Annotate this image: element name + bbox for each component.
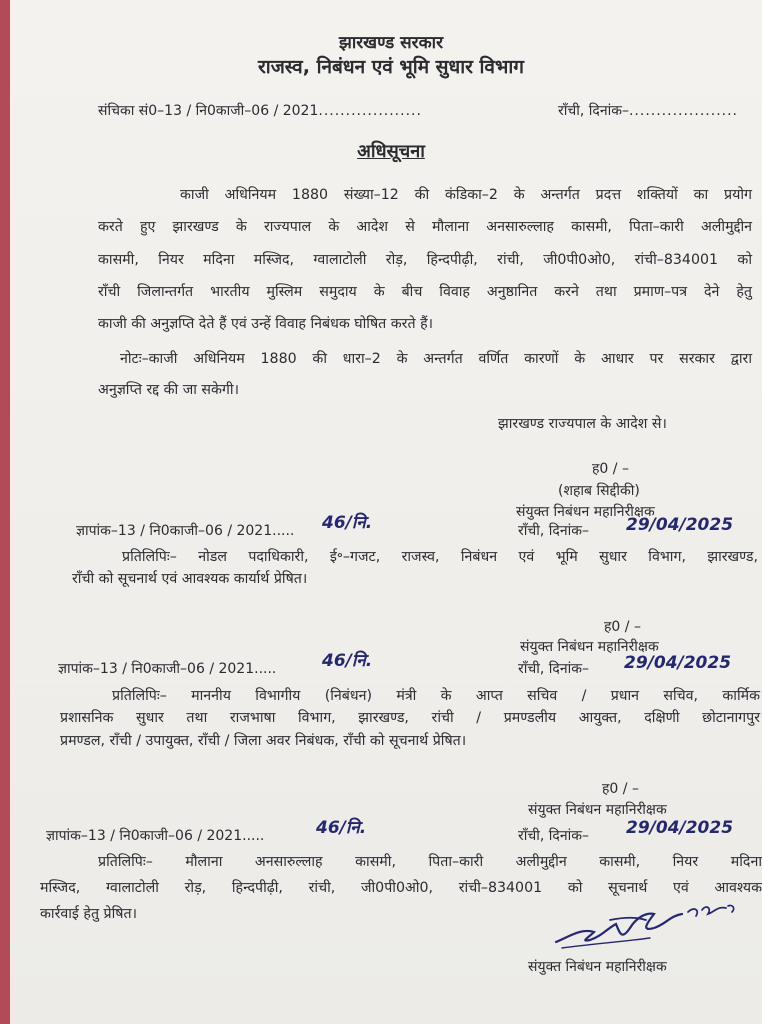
memo3-copy-line-3: कार्रवाई हेतु प्रेषित।: [40, 906, 137, 922]
memo-place-date-1: राँची, दिनांक–: [518, 523, 589, 539]
handwritten-memo-no-2: 46/नि.: [322, 651, 373, 671]
sd-mark-1: ह0 / –: [592, 461, 629, 477]
handwritten-date-2: 29/04/2025: [624, 653, 732, 673]
memo2-copy-line-2: प्रशासनिक सुधार तथा राजभाषा विभाग, झारखण्ड, रांची / प्रमण्डलीय आयुक्त, दक्षिणी छोटानागपुर: [60, 710, 760, 726]
memo-number-1: ज्ञापांक–13 / नि0काजी–06 / 2021.....: [76, 523, 295, 539]
memo2-copy-line-3: प्रमण्डल, राँची / उपायुक्त, राँची / जिला अवर निबंधक, राँची को सूचनार्थ प्रेषित।: [60, 733, 467, 749]
memo-number-2: ज्ञापांक–13 / नि0काजी–06 / 2021.....: [58, 661, 277, 677]
memo3-copy-line-1: प्रतिलिपिः– मौलाना अनसारुल्लाह कासमी, पिता–कारी अलीमुद्दीन कासमी, नियर मदिना: [98, 854, 762, 870]
body-line-2: करते हुए झारखण्ड के राज्यपाल के आदेश से मौलाना अनसारुल्लाह कासमी, पिता–कारी अलीमुद्दीन: [98, 219, 752, 235]
signatory-designation-1: संयुक्त निबंधन महानिरीक्षक: [516, 504, 655, 520]
memo-place-date-2: राँची, दिनांक–: [518, 661, 589, 677]
order-line: झारखण्ड राज्यपाल के आदेश से।: [498, 416, 667, 432]
memo2-copy-line-1: प्रतिलिपिः– माननीय विभागीय (निबंधन) मंत्री के आप्त सचिव / प्रधान सचिव, कार्मिक: [112, 688, 760, 704]
sd-mark-2: ह0 / –: [604, 619, 641, 635]
handwritten-memo-no-1: 46/नि.: [322, 513, 373, 533]
signatory-designation-2: संयुक्त निबंधन महानिरीक्षक: [520, 639, 659, 655]
handwritten-signature-icon: [550, 898, 740, 950]
note-line-1: नोटः–काजी अधिनियम 1880 की धारा–2 के अन्तर्गत वर्णित कारणों के आधार पर सरकार द्वारा: [120, 351, 752, 367]
place-date-text: राँची, दिनांक–: [558, 103, 629, 119]
body-line-1: काजी अधिनियम 1880 संख्या–12 की कंडिका–2 के अन्तर्गत प्रदत्त शक्तियों का प्रयोग: [180, 187, 752, 203]
memo1-copy-line-1: प्रतिलिपिः– नोडल पदाधिकारी, ई॰–गजट, राजस्व, निबंधन एवं भूमि सुधार विभाग, झारखण्ड,: [122, 549, 758, 565]
place-date: [558, 102, 738, 120]
file-number: [98, 102, 422, 120]
file-number-dots: ...................: [318, 103, 422, 119]
memo3-copy-line-2: मस्जिद, ग्वालाटोली रोड़, हिन्दपीढ़ी, रांची, जी0पी0ओ0, रांची–834001 को सूचनार्थ एवं आवश्यक: [40, 880, 762, 896]
memo1-copy-line-2: राँची को सूचनार्थ एवं आवश्यक कार्यार्थ प्रेषित।: [72, 571, 308, 587]
body-line-5: काजी की अनुज्ञप्ति देते हैं एवं उन्हें विवाह निबंधक घोषित करते हैं।: [98, 316, 433, 332]
final-signatory-designation: संयुक्त निबंधन महानिरीक्षक: [528, 959, 667, 975]
govt-name: झारखण्ड सरकार: [338, 33, 444, 53]
department-name: राजस्व, निबंधन एवं भूमि सुधार विभाग: [258, 56, 524, 78]
file-number-text: संचिका सं0–13 / नि0काजी–06 / 2021: [98, 103, 319, 119]
sd-mark-3: ह0 / –: [602, 781, 639, 797]
body-line-4: राँची जिलान्तर्गत भारतीय मुस्लिम समुदाय के बीच विवाह अनुष्ठानित करने तथा प्रमाण–पत्र देने हेतु: [98, 284, 752, 300]
signatory-name: (शहाब सिद्दीकी): [558, 483, 640, 499]
notification-title: अधिसूचना: [357, 141, 425, 162]
handwritten-memo-no-3: 46/नि.: [316, 818, 367, 838]
signatory-designation-3: संयुक्त निबंधन महानिरीक्षक: [528, 802, 667, 818]
memo-place-date-3: राँची, दिनांक–: [518, 828, 589, 844]
handwritten-date-1: 29/04/2025: [626, 515, 734, 535]
note-line-2: अनुज्ञप्ति रद्द की जा सकेगी।: [98, 382, 239, 398]
place-date-dots: ....................: [628, 103, 738, 119]
handwritten-date-3: 29/04/2025: [626, 818, 734, 838]
body-line-3: कासमी, नियर मदिना मस्जिद, ग्वालाटोली रोड़, हिन्दपीढ़ी, रांची, जी0पी0ओ0, रांची–834001 को: [98, 252, 752, 268]
memo-number-3: ज्ञापांक–13 / नि0काजी–06 / 2021.....: [46, 828, 265, 844]
